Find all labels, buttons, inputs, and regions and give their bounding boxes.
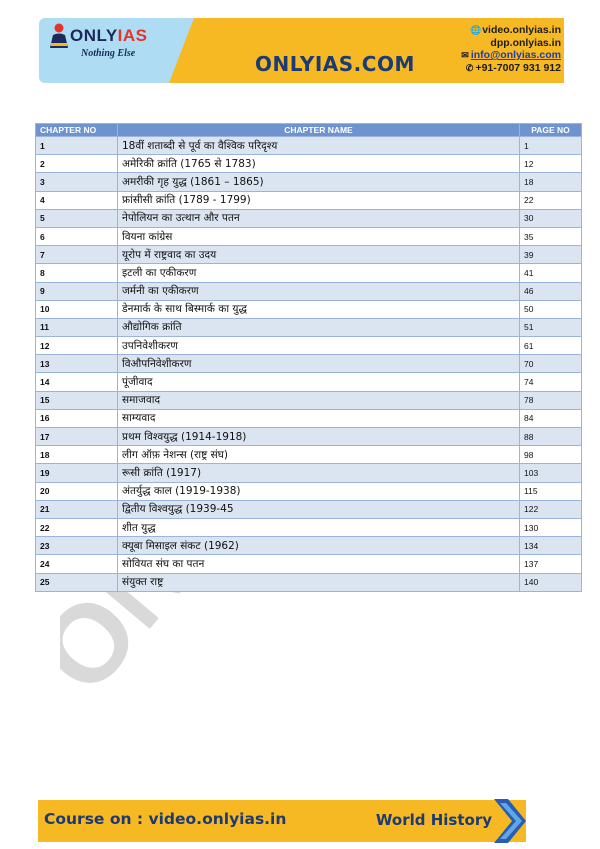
table-row[interactable] [36,555,582,573]
col-header-chapter-name: CHAPTER NAME [118,124,520,137]
page-no-cell: 35 [520,227,582,245]
chapter-name-cell: सोवियत संघ का पतन [118,555,520,573]
chapter-no-cell: 16 [36,409,118,427]
chapter-no-cell: 5 [36,209,118,227]
chapter-no-cell: 19 [36,464,118,482]
table-row[interactable] [36,264,582,282]
chapter-name-cell: जर्मनी का एकीकरण [118,282,520,300]
chapter-name-cell: द्वितीय विश्वयुद्ध (1939-45 [118,500,520,518]
chapter-no-cell: 8 [36,264,118,282]
page-no-cell: 70 [520,355,582,373]
table-row[interactable] [36,391,582,409]
chapter-no-cell: 3 [36,173,118,191]
page-no-cell: 84 [520,409,582,427]
site-title: ONLYIAS.COM [255,52,415,76]
chapter-name-cell: नेपोलियन का उत्थान और पतन [118,209,520,227]
chapter-no-cell: 14 [36,373,118,391]
chapter-no-cell: 23 [36,537,118,555]
chapter-name-cell: उपनिवेशीकरण [118,337,520,355]
table-row[interactable] [36,246,582,264]
table-row[interactable] [36,318,582,336]
chapter-name-cell: समाजवाद [118,391,520,409]
chapter-no-cell: 18 [36,446,118,464]
page-no-cell: 134 [520,537,582,555]
chapter-no-cell: 6 [36,227,118,245]
chapter-name-cell: अंतर्युद्ध काल (1919-1938) [118,482,520,500]
table-row[interactable] [36,227,582,245]
page-no-cell: 18 [520,173,582,191]
col-header-page-no: PAGE NO [520,124,582,137]
page-no-cell: 39 [520,246,582,264]
page-no-cell: 78 [520,391,582,409]
table-body [36,137,582,592]
table-row[interactable] [36,446,582,464]
chapter-name-cell: शीत युद्ध [118,518,520,536]
table-row[interactable] [36,573,582,591]
chapter-name-cell: प्रथम विश्वयुद्ध (1914-1918) [118,428,520,446]
page-no-cell: 41 [520,264,582,282]
chapter-no-cell: 7 [36,246,118,264]
table-row[interactable] [36,155,582,173]
chapter-name-cell: रूसी क्रांति (1917) [118,464,520,482]
logo-wordmark: ONLYIAS [70,26,148,45]
chapter-no-cell: 12 [36,337,118,355]
chapter-name-cell: लीग ऑफ़ नेशन्स (राष्ट्र संघ) [118,446,520,464]
footer-course-link[interactable]: Course on : video.onlyias.in [44,810,287,828]
chapter-no-cell: 17 [36,428,118,446]
page-no-cell: 130 [520,518,582,536]
onlyias-logo [48,22,158,60]
chapter-name-cell: अमरीकी गृह युद्ध (1861 – 1865) [118,173,520,191]
table-row[interactable] [36,537,582,555]
chapter-name-cell: विऔपनिवेशीकरण [118,355,520,373]
table-row[interactable] [36,518,582,536]
contact-dpp-site[interactable]: dpp.onlyias.in [490,36,561,49]
table-row[interactable] [36,300,582,318]
page-no-cell: 98 [520,446,582,464]
page-no-cell: 115 [520,482,582,500]
page-no-cell: 122 [520,500,582,518]
page-no-cell: 74 [520,373,582,391]
chapter-no-cell: 2 [36,155,118,173]
chapter-name-cell: औद्योगिक क्रांति [118,318,520,336]
chapter-no-cell: 21 [36,500,118,518]
table-header-row [36,124,582,137]
phone-icon: ✆ [465,62,474,73]
page-no-cell: 12 [520,155,582,173]
table-row[interactable] [36,191,582,209]
chapter-no-cell: 9 [36,282,118,300]
page-no-cell: 137 [520,555,582,573]
chapter-no-cell: 13 [36,355,118,373]
page-no-cell: 103 [520,464,582,482]
table-row[interactable] [36,209,582,227]
chapter-no-cell: 22 [36,518,118,536]
page-no-cell: 1 [520,137,582,155]
contact-email[interactable]: ✉ info@onlyias.com [411,49,561,62]
page-no-cell: 46 [520,282,582,300]
table-row[interactable] [36,464,582,482]
chapter-name-cell: पूंजीवाद [118,373,520,391]
chapter-no-cell: 24 [36,555,118,573]
table-row[interactable] [36,500,582,518]
table-row[interactable] [36,282,582,300]
chapter-no-cell: 4 [36,191,118,209]
chapter-name-cell: फ्रांसीसी क्रांति (1789 - 1799) [118,191,520,209]
table-row[interactable] [36,173,582,191]
chapter-name-cell: साम्यवाद [118,409,520,427]
page-no-cell: 22 [520,191,582,209]
page-no-cell: 51 [520,318,582,336]
page-no-cell: 50 [520,300,582,318]
chapter-name-cell: संयुक्त राष्ट्र [118,573,520,591]
table-row[interactable] [36,482,582,500]
chapter-no-cell: 11 [36,318,118,336]
table-row[interactable] [36,428,582,446]
chapter-table [35,123,582,592]
table-row[interactable] [36,137,582,155]
col-header-chapter-no: CHAPTER NO [36,124,118,137]
page-no-cell: 61 [520,337,582,355]
chapter-name-cell: डेनमार्क के साथ बिस्मार्क का युद्ध [118,300,520,318]
table-row[interactable] [36,337,582,355]
chapter-name-cell: इटली का एकीकरण [118,264,520,282]
chapter-no-cell: 25 [36,573,118,591]
table-row[interactable] [36,373,582,391]
contact-website[interactable]: 🌐video.onlyias.in [470,24,561,36]
chevron-right-icon [492,797,530,845]
chapter-name-cell: क्यूबा मिसाइल संकट (1962) [118,537,520,555]
chapter-name-cell: 18वीं शताब्दी से पूर्व का वैश्विक परिदृश्य [118,137,520,155]
page-no-cell: 140 [520,573,582,591]
logo-tagline: Nothing Else [81,48,136,59]
chapter-no-cell: 10 [36,300,118,318]
table-row[interactable] [36,409,582,427]
chapter-no-cell: 20 [36,482,118,500]
table-row[interactable] [36,355,582,373]
chapter-name-cell: अमेरिकी क्रांति (1765 से 1783) [118,155,520,173]
contact-block [411,24,561,74]
footer-subject: World History [375,811,492,829]
page-footer [38,800,526,842]
chapter-no-cell: 1 [36,137,118,155]
chapter-name-cell: यूरोप में राष्ट्रवाद का उदय [118,246,520,264]
page-no-cell: 30 [520,209,582,227]
chapter-name-cell: वियना कांग्रेस [118,227,520,245]
chapter-no-cell: 15 [36,391,118,409]
globe-icon: 🌐 [470,25,482,35]
contact-phone[interactable]: ✆ +91-7007 931 912 [411,62,561,75]
mail-icon: ✉ [461,50,469,60]
page-no-cell: 88 [520,428,582,446]
logo-person-icon [48,22,70,50]
